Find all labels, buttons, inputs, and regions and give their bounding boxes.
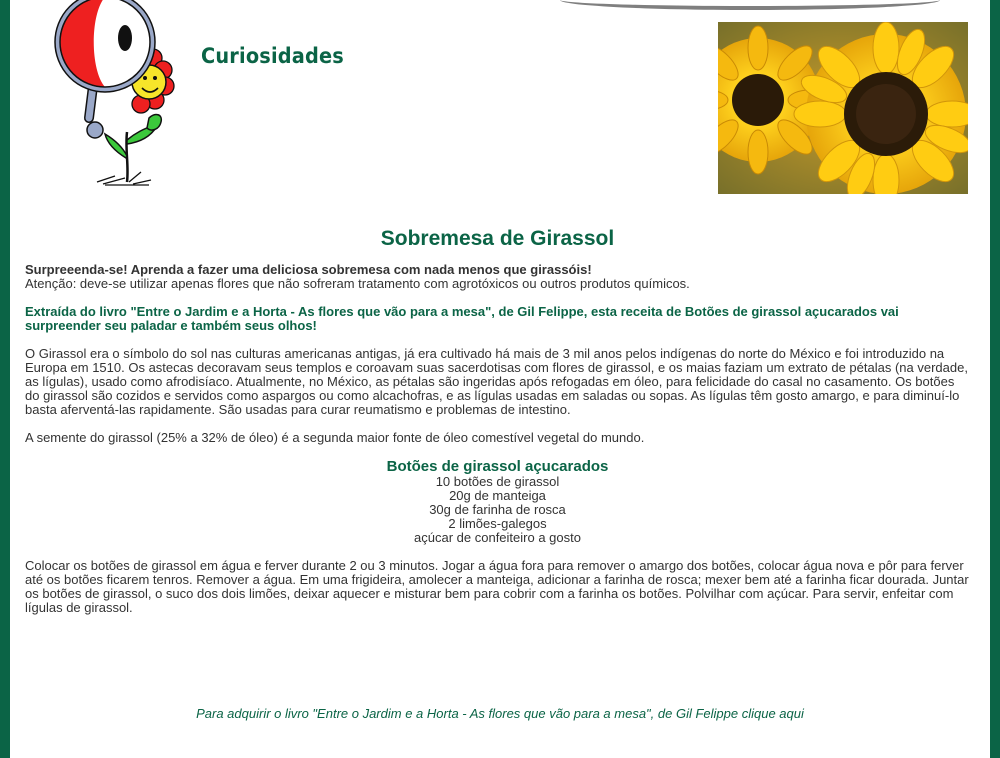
sunflower-photo-icon: [718, 22, 968, 194]
intro-note-text: Atenção: deve-se utilizar apenas flores que não sofreram tratamento com agrotóxicos ou outros produtos químicos.: [25, 276, 690, 291]
seed-fact-paragraph: A semente do girassol (25% a 32% de óleo) é a segunda maior fonte de óleo comestível vegetal do mundo.: [25, 430, 645, 445]
right-border-bar: [990, 0, 1000, 758]
ingredient-item: 2 limões-galegos: [448, 516, 547, 531]
section-title: Curiosidades: [201, 44, 344, 68]
intro-paragraph: [25, 263, 970, 291]
book-intro-paragraph: Extraída do livro "Entre o Jardim e a Horta - As flores que vão para a mesa", de Gil Felippe, esta receita de Botões de girassol açucarados vai surpreender seu paladar e também seus olhos!: [25, 304, 899, 333]
page-title: Sobremesa de Girassol: [380, 227, 615, 250]
buy-book-link[interactable]: Para adquirir o livro "Entre o Jardim e a Horta - As flores que vão para a mesa", de Gil Felippe clique aqui: [196, 706, 804, 721]
ingredient-list: [25, 475, 970, 545]
ingredient-item: açúcar de confeiteiro a gosto: [414, 530, 581, 545]
recipe-title: Botões de girassol açucarados: [386, 458, 609, 475]
instructions-paragraph: Colocar os botões de girassol em água e ferver durante 2 ou 3 minutos. Jogar a água fora para remover o amargo dos botões, colocar água nova e pôr para ferver até os botões ficarem tenros. Remover a água. Em uma frigideira, amolecer a manteiga, adicionar a farinha de rosca; mexer bem até a farinha ficar dourada. Juntar os botões de girassol, o suco dos dois limões, deixar aquecer e misturar bem para cobrir com a farinha os botões. Polvilhar com açúcar. Para servir, enfeitar com lígulas de girassol.: [25, 558, 969, 615]
top-decorative-arc: [560, 0, 940, 10]
magnifier-flower-mascot-icon: [45, 0, 180, 190]
ingredient-item: 20g de manteiga: [449, 488, 546, 503]
ingredient-item: 30g de farinha de rosca: [429, 502, 566, 517]
ingredient-item: 10 botões de girassol: [435, 474, 560, 489]
left-border-bar: [0, 0, 10, 758]
article-content: [25, 226, 970, 629]
intro-bold-text: Surpreeenda-se! Aprenda a fazer uma deliciosa sobremesa com nada menos que girassóis!: [25, 262, 592, 277]
history-paragraph: O Girassol era o símbolo do sol nas culturas americanas antigas, já era cultivado há mais de 3 mil anos pelos indígenas do norte do México e foi introduzido na Europa em 1510. Os astecas decoravam seus templos e coroavam suas sacerdotisas com flores de girassol, e os maias faziam um extrato de pétalas (na verdade, as lígulas), usado como afrodisíaco. Atualmente, no México, as pétalas são ingeridas após refogadas em óleo, para felicidade do casal no casamento. Os botões do girassol são cozidos e servidos como aspargos ou como alcachofras, e as lígulas usadas em saladas ou sopas. As lígulas têm gosto amargo, e para diminuí-lo basta aferventá-las rapidamente. São usadas para curar reumatismo e problemas de intestino.: [25, 346, 968, 417]
